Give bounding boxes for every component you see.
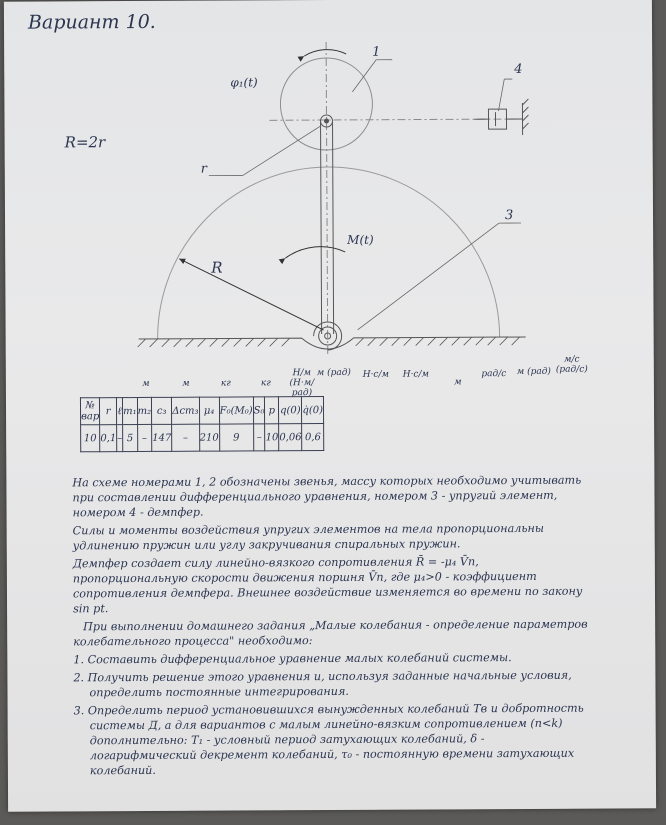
table-header: ℓ — [117, 398, 123, 425]
unit-l: м — [182, 378, 190, 389]
label-damper-4: 4 — [514, 61, 523, 78]
leader-lines — [208, 59, 521, 331]
paragraph-damper: Демпфер создает силу линейно-вязкого сопротивления R̄ = -μ₄ V̄п, пропорциональную скорости движения поршня V̄п, где μ₄>0 - коэффициент сопротивления демпфера. Внешнее воздействие изменяется во времени по закону sin pt. — [72, 555, 583, 616]
diagram-lines — [137, 41, 526, 356]
parameters-table — [80, 396, 324, 452]
unit-qdot0: м/с (рад/с) — [555, 354, 588, 375]
table-cell: – — [172, 424, 199, 451]
unit-q0: м (рад) — [516, 366, 551, 378]
label-R: R — [211, 258, 223, 277]
unit-r: м — [142, 378, 150, 389]
damper-4 — [474, 99, 528, 135]
table-header: m₂ — [137, 397, 152, 424]
large-semicircle — [157, 166, 500, 339]
unit-m1: кг — [220, 378, 231, 389]
worksheet-paper — [4, 0, 656, 812]
table-row — [81, 424, 324, 452]
table-cell: 0,6 — [302, 424, 324, 451]
task-item: 1. Составить дифференциальное уравнение малых колебаний системы. — [73, 651, 512, 667]
paragraph-links: На схеме номерами 1, 2 обозначены звенья, массу которых необходимо учитывать при составлении дифференциального уравнения, номером 3 - упругий элемент, номером 4 - демпфер. — [72, 473, 582, 520]
radius-R-arrow — [179, 258, 323, 331]
table-cell: 0,06 — [279, 424, 302, 451]
task-item: 2. Получить решение этого уравнения и, используя заданные начальные условия, определить постоянные интегрирования. — [73, 668, 572, 700]
table-header: q(0) — [279, 397, 302, 424]
label-r: r — [200, 161, 208, 177]
units-row — [80, 354, 600, 399]
label-phi1: φ₁(t) — [230, 75, 258, 90]
unit-mu4: Н·с/м — [362, 369, 389, 380]
label-spring-3: 3 — [504, 208, 514, 224]
table-cell: 147 — [152, 424, 172, 451]
table-header: q̇(0) — [302, 397, 324, 424]
task-list — [73, 650, 594, 779]
phi1-rotation-arrow — [304, 50, 346, 57]
paragraph-requirements: При выполнении домашнего задания „Малые колебания - определение параметров колебательного процесса" необходимо: — [73, 617, 588, 649]
table-cell: 0,1 — [100, 425, 117, 452]
unit-f0: Н·с/м — [402, 369, 429, 380]
unit-m2: кг — [260, 378, 271, 389]
table-cell: 10 — [265, 424, 279, 451]
table-header: № вар — [80, 398, 99, 425]
table-header: r — [100, 398, 117, 425]
table-header-row — [80, 397, 323, 425]
assignment-text — [72, 473, 594, 782]
unit-c3: Н/м (Н·м/рад) — [289, 368, 315, 399]
task-item: 3. Определить период установившихся вынужденных колебаний Тв и добротность системы Д, а для вариантов с малым линейно-вязким сопротивлением (n<k) дополнительно: Т₁ - условный период затухающих колебаний, δ - логарифмический декремент колебаний, τ₀ - постоянную времени затухающих колебаний. — [73, 701, 584, 778]
label-moment: M(t) — [347, 232, 374, 247]
table-header: Δст₃ — [172, 397, 199, 424]
unit-dst3: м (рад) — [316, 367, 351, 379]
unit-p: рад/с — [481, 369, 507, 380]
table-cell: – — [253, 424, 265, 451]
table-header: F₀(M₀) — [219, 397, 253, 424]
label-link-1: 1 — [372, 44, 381, 60]
table-header: S₀ — [253, 397, 265, 424]
table-header: μ₄ — [199, 397, 219, 424]
paragraph-springs: Силы и моменты воздействия упругих элементов на тела пропорциональны удлинению пружин или углу закручивания спиральных пружин. — [72, 521, 544, 553]
table-cell: 5 — [123, 425, 138, 452]
unit-s0: м — [454, 377, 462, 388]
wheel-1 — [280, 58, 372, 150]
table-header: c₃ — [152, 397, 172, 424]
table-header: m₁ — [123, 398, 138, 425]
variant-title: Вариант 10. — [27, 10, 156, 34]
table-cell: 9 — [219, 424, 253, 451]
mechanism-diagram — [4, 0, 654, 367]
table-cell: 210 — [199, 424, 219, 451]
table-cell: 10 — [81, 425, 100, 452]
table-cell: – — [117, 425, 123, 452]
vertical-axis — [326, 42, 328, 355]
table-header: p — [265, 397, 279, 424]
moment-rotation-arrow — [285, 247, 345, 259]
table-cell: – — [137, 424, 152, 451]
radius-relation: R=2r — [64, 133, 106, 152]
